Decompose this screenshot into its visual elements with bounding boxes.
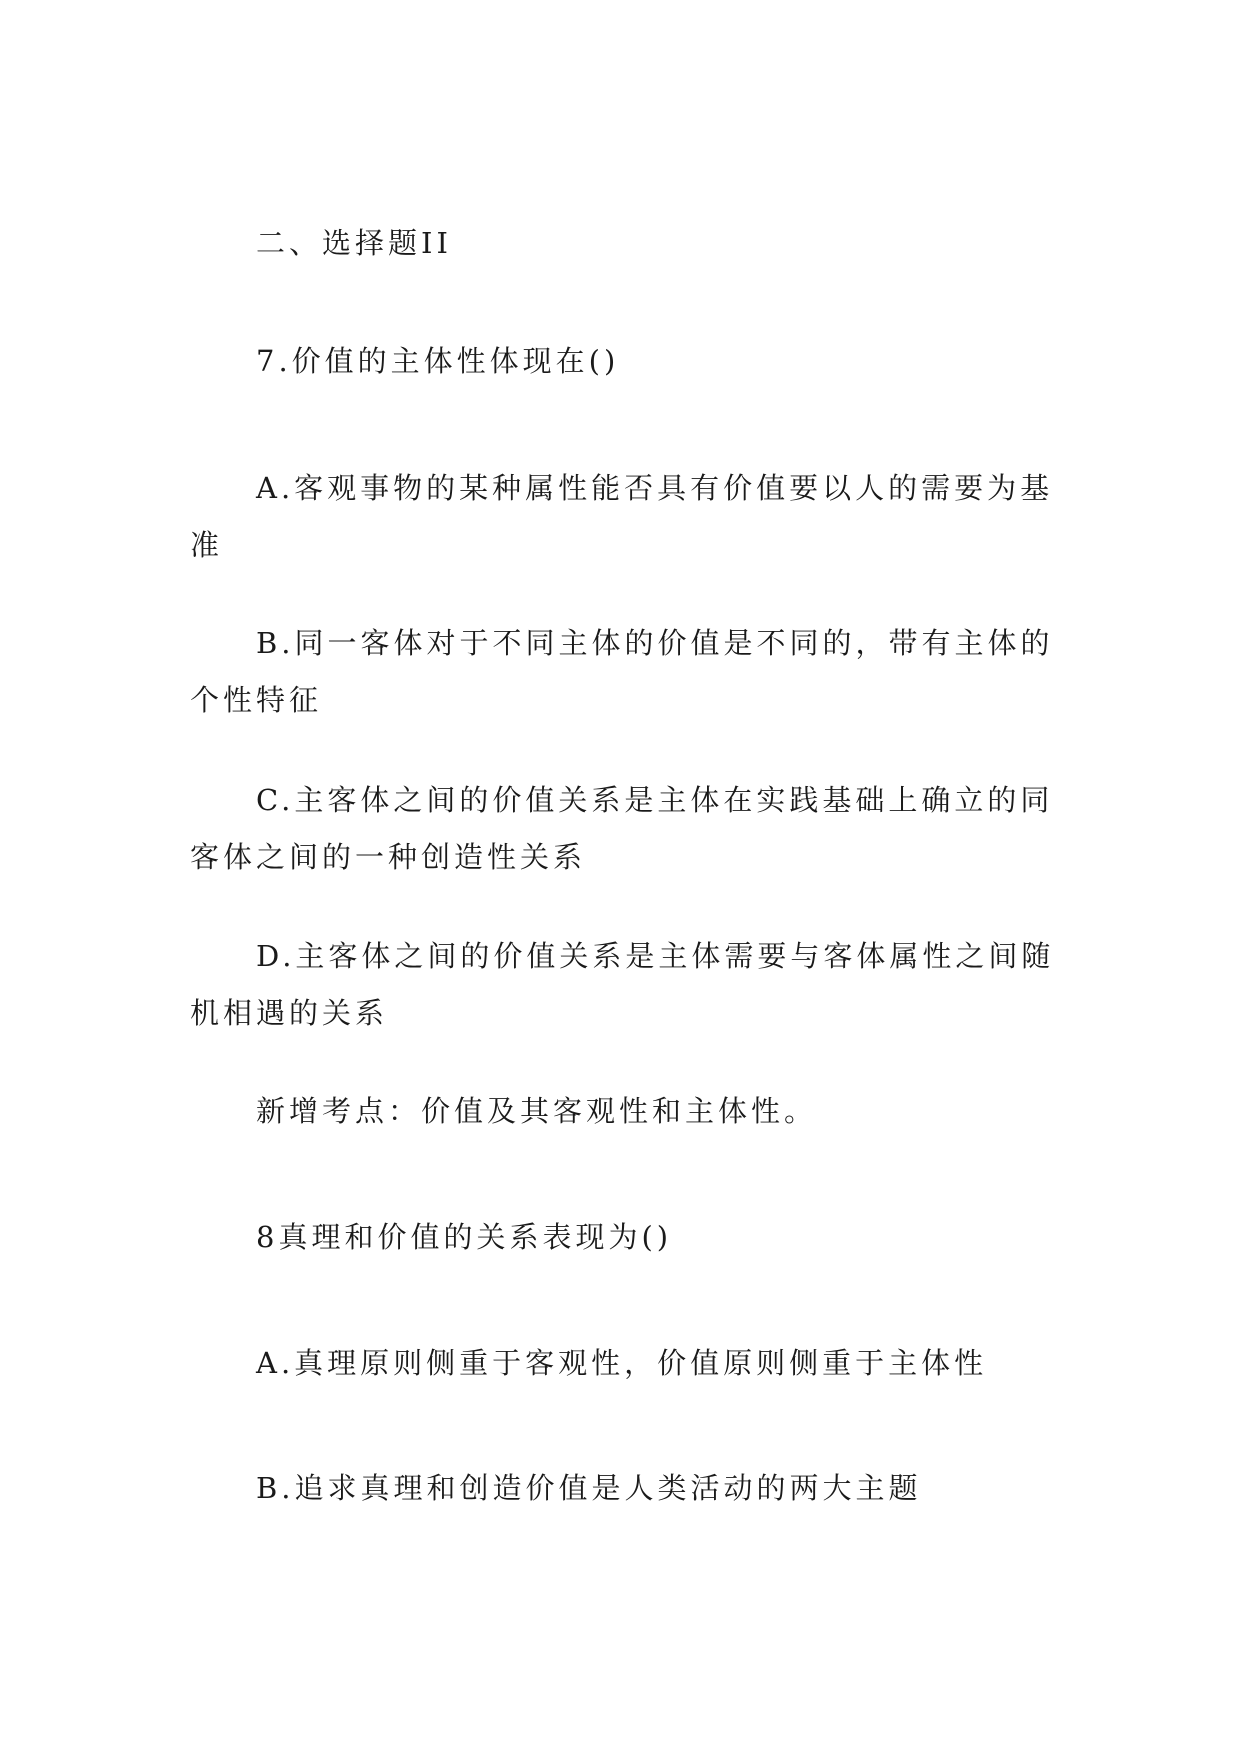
exam-point-note: 新增考点：价值及其客观性和主体性。 bbox=[256, 1094, 818, 1128]
question-7-option-d: D.主客体之间的价值关系是主体需要与客体属性之间随机相遇的关系 bbox=[190, 939, 1055, 1030]
question-7-stem: 7.价值的主体性体现在() bbox=[256, 344, 620, 378]
question-8-option-a: A.真理原则侧重于客观性，价值原则侧重于主体性 bbox=[256, 1346, 988, 1380]
section-heading: 二、选择题II bbox=[256, 226, 452, 260]
question-8-option-b: B.追求真理和创造价值是人类活动的两大主题 bbox=[256, 1471, 922, 1505]
question-7-option-c: C.主客体之间的价值关系是主体在实践基础上确立的同客体之间的一种创造性关系 bbox=[190, 783, 1054, 874]
question-8-stem: 8真理和价值的关系表现为() bbox=[256, 1220, 673, 1254]
question-7-option-a: A.客观事物的某种属性能否具有价值要以人的需要为基准 bbox=[190, 471, 1054, 562]
question-7-option-b: B.同一客体对于不同主体的价值是不同的，带有主体的个性特征 bbox=[190, 626, 1054, 717]
